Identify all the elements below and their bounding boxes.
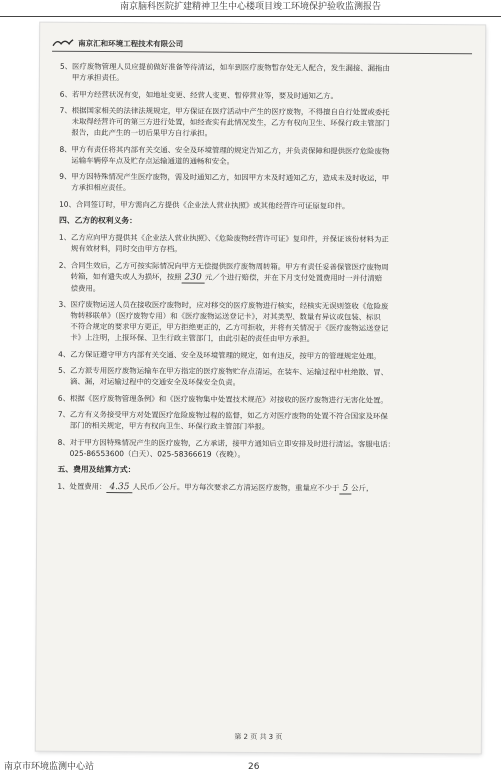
- list-item: 7、乙方有义务接受甲方对处置医疗危险废物过程的监督，如乙方对医疗废物的处置不符合国家及环保 部门的相关规定，甲方有权向卫生、环保行政主管部门举报。: [57, 409, 388, 432]
- list-item: 8、对于甲方因特殊情况产生的医疗废物，乙方承诺，接甲方通知后立即安排及时进行清运。客服电话： 025-86553600（白天）、025-58366619（夜晚）。: [57, 437, 395, 459]
- handwritten-amount: 230: [182, 273, 205, 283]
- section-heading: 四、乙方的权利义务：: [58, 215, 138, 226]
- footer-org: 南京市环境监测中心站: [4, 762, 95, 772]
- report-footer: [0, 758, 501, 777]
- company-logo-icon: [52, 38, 74, 48]
- list-item: 9、甲方因特殊情况产生医疗废物，需及时通知乙方，如因甲方未及时通知乙方，造成未及时收运，甲 方承担相应责任。: [59, 171, 390, 193]
- handwritten-weight: 5: [339, 484, 351, 494]
- list-item: 2、合同生效后，乙方可按实际情况向甲方无偿提供医疗废物周转箱。甲方有责任妥善保管医疗废物周 转箱，如有遗失或人为损坏，按照 230 元／个进行赔偿，并在下月支付处置费用时一并付清赔 偿费用。: [58, 260, 389, 293]
- list-item: 3、医疗废物运送人员在接收医疗废物时，应对移交的医疗废物进行核实，经核实无误则签收《危险废 物转移联单》（医疗废物专用）和《医疗废物运送登记卡》，对其类型、数量有异议或包装、标识 不符合规定的要求甲方更正，甲方拒绝更正的，乙方可拒收，并将有关情况于《医疗废物运送登记 卡》上注明，上报环保、卫生行政主管部门，由此引起的责任由甲方承担。: [58, 299, 389, 344]
- fee-line: 1、处置费用： 4.35 人民币／公斤。甲方每次要求乙方清运医疗废物，重量应不少于 5 公斤，: [57, 481, 374, 494]
- list-item: 6、若甲方经营状况有变，如地址变更、经营人变更、暂停营业等，要及时通知乙方。: [59, 89, 338, 100]
- list-item: 7、根据国家相关的法律法规规定，甲方保证在医疗活动中产生的医疗废物，不得擅自自行处置或委托 未取得经营许可的第三方进行处置，如经查实有此情况发生，乙方有权向卫生、环保行政主管部门 报告，由此产生的一切后果甲方自行承担。: [59, 105, 390, 138]
- company-header: [52, 37, 472, 55]
- list-item: 5、医疗废物管理人员应提前做好准备等待清运，如车到医疗废物暂存处无人配合，发生漏接、漏拖由 甲方承担责任。: [59, 61, 390, 83]
- company-name: 南京汇和环境工程技术有限公司: [78, 38, 184, 49]
- document-body: [57, 61, 468, 501]
- page-indicator: 第 2 页 共 3 页: [234, 732, 283, 742]
- handwritten-fee: 4.35: [106, 483, 132, 493]
- report-header: [0, 0, 501, 17]
- list-item: 1、乙方应向甲方提供其《企业法人营业执照》、《危险废物经营许可证》复印件，并保证该份材料为正 规有效材料，同时交由甲方存档。: [58, 232, 389, 254]
- list-item: 4、乙方保证遵守甲方内部有关交通、安全及环境管理的规定，如有违反，按甲方的管理规定处理。: [58, 349, 381, 361]
- scanned-page: [36, 23, 485, 754]
- list-item: 10、合同签订时，甲方需向乙方提供《企业法人营业执照》或其他经营许可证原复印件。: [59, 199, 350, 211]
- report-title: 南京脑科医院扩建精神卫生中心楼项目竣工环境保护验收监测报告: [119, 2, 381, 12]
- list-item: 8、甲方有责任将其内部有关交通、安全及环境管理的规定告知乙方，并负责保障和提供医疗危险废物 运输车辆停车点及贮存点运输通道的通畅和安全。: [59, 144, 390, 166]
- list-item: 5、乙方派专用医疗废物运输车在甲方指定的医疗废物贮存点清运，在装车、运输过程中杜绝散、冒、 滴、漏，对运输过程中的交通安全及环保安全负责。: [58, 365, 389, 387]
- footer-page-number: 26: [248, 762, 260, 772]
- section-heading: 五、费用及结算方式：: [57, 464, 136, 475]
- list-item: 6、根据《医疗废物管理条例》和《医疗废物集中处置技术规范》对接收的医疗废物进行无害化处置。: [57, 393, 388, 405]
